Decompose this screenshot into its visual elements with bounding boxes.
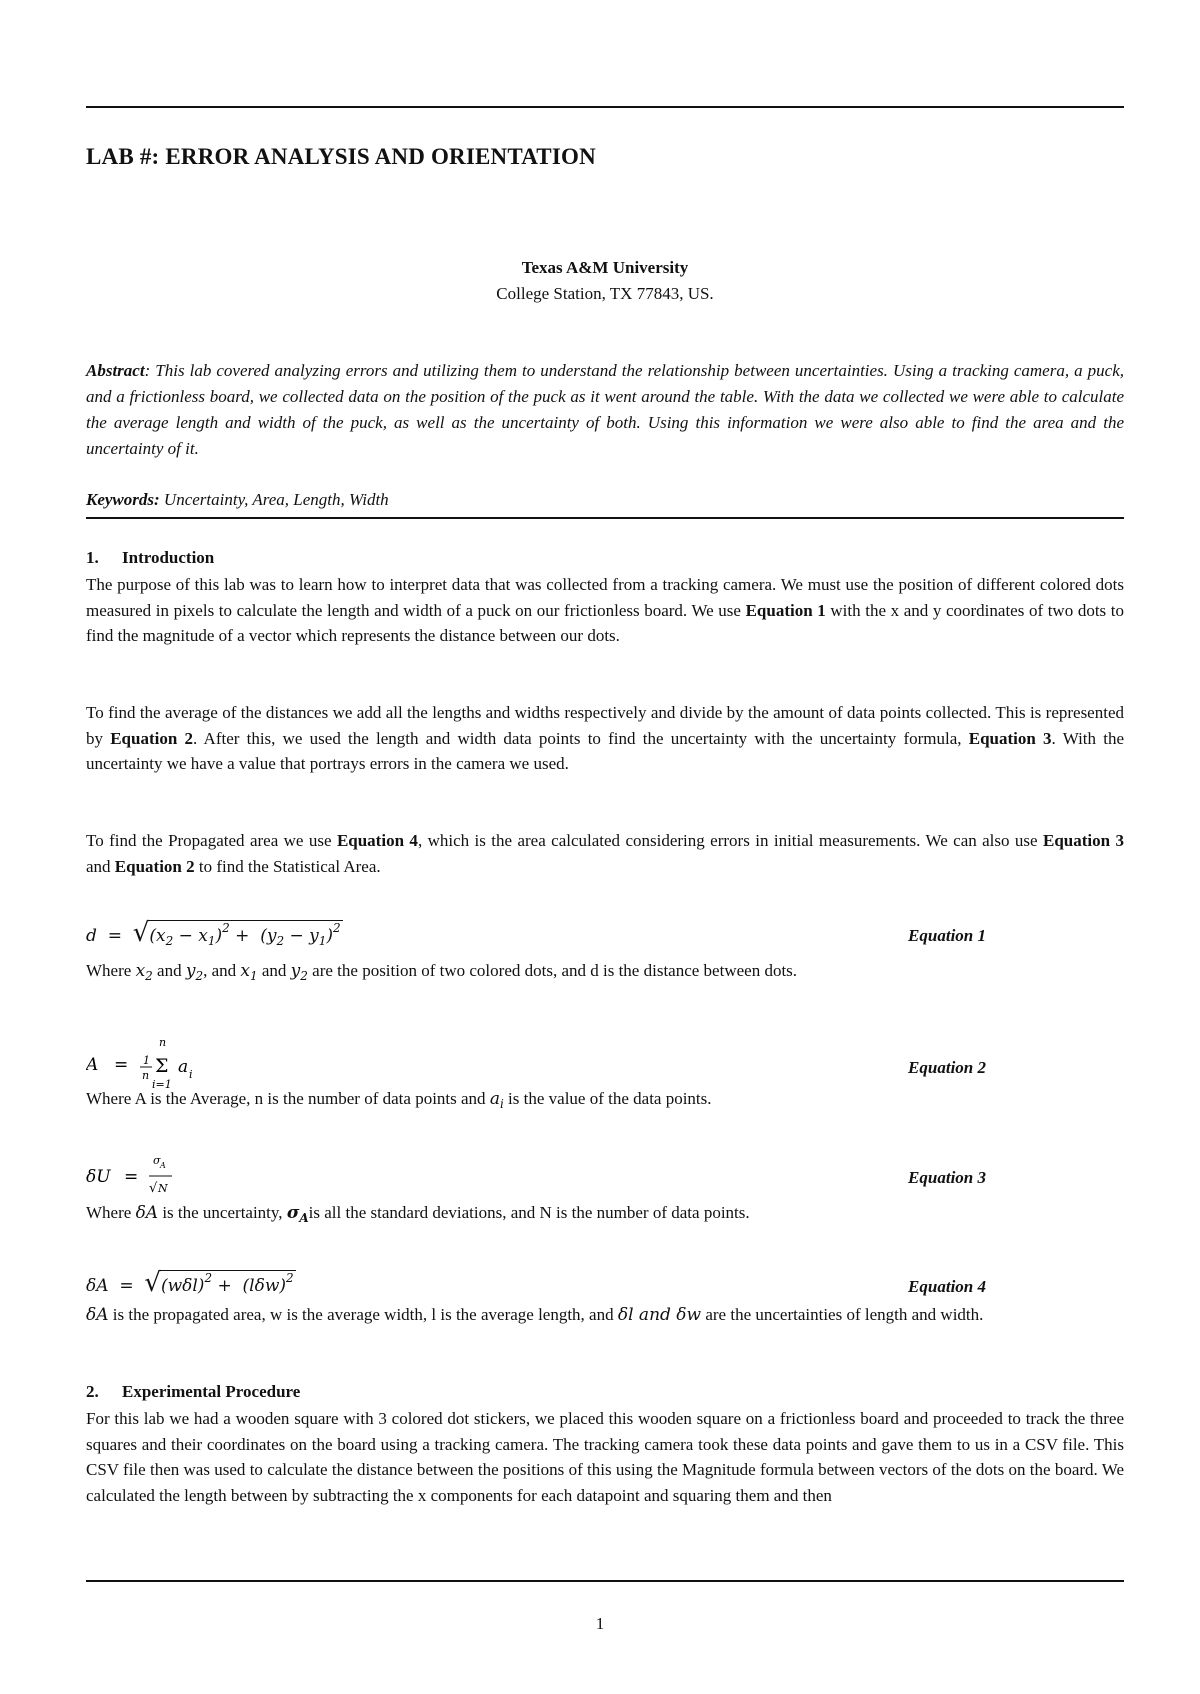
svg-text:=: = (114, 1055, 129, 1075)
abstract (86, 358, 1124, 462)
intro-paragraph-3: To find the Propagated area we use Equation 4, which is the area calculated considering errors in initial measurements. We can also use Equation 3 and Equation 2 to find the Statistical Area. (86, 831, 1124, 876)
svg-text:i=1: i=1 (152, 1078, 172, 1091)
equation-2-label: Equation 2 (908, 1058, 986, 1077)
svg-text:i: i (189, 1068, 193, 1081)
abstract-label: Abstract (86, 361, 145, 380)
section-1-title: Introduction (122, 548, 215, 567)
equation-3 (86, 1144, 986, 1204)
svg-text:Σ: Σ (155, 1055, 169, 1077)
equation-2 (86, 1024, 986, 1094)
intro-paragraph-2: To find the average of the distances we add all the lengths and widths respectively and divide by the amount of data points collected. This is represented by Equation 2. After this, we used the length and width data points to find the uncertainty with the uncertainty formula, Equation 3. With the uncertainty we have a value that portrays errors in the camera we used. (86, 703, 1124, 773)
affiliation-address: College Station, TX 77843, US. (496, 284, 714, 303)
svg-text:A: A (160, 1161, 166, 1170)
keywords-label: Keywords: (86, 490, 160, 509)
bottom-rule (86, 1580, 1124, 1582)
intro-paragraph-1: The purpose of this lab was to learn how to interpret data that was collected from a tracking camera. We must use the position of different colored dots measured in pixels to calculate the length and width of a puck on our frictionless board. We use Equation 1 with the x and y coordinates of two dots to find the magnitude of a vector which represents the distance between our dots. (86, 575, 1124, 645)
section-2-title: Experimental Procedure (122, 1382, 301, 1401)
svg-text:n: n (159, 1036, 167, 1049)
equation-3-formula (86, 1144, 286, 1204)
svg-text:a: a (178, 1057, 189, 1077)
svg-text:√: √ (149, 1181, 158, 1196)
equation-1-label: Equation 1 (908, 926, 986, 945)
equation-1-description: Where $x_2$ and $y_2$, and $x_1$ and $y_2$ are the position of two colored dots, and d is the distance between dots. (86, 961, 798, 983)
page-number: 1 (595, 1614, 605, 1633)
abstract-text: : This lab covered analyzing errors and utilizing them to understand the relationship between uncertainties. Using a tracking camera, a puck, and a frictionless board, we collected data on the position of the puck as it went around the table. With the data we collected we were able to calculate the average length and width of the puck, as well as the uncertainty of both. Using this information we were also able to find the area and the uncertainty of it. (86, 361, 1124, 458)
paper-title: LAB #: ERROR ANALYSIS AND ORIENTATION (86, 144, 596, 169)
equation-2-formula (86, 1024, 286, 1094)
equation-4-formula: $\delta A = √(w\delta l)^2 + (l\delta w)^2$ (86, 1268, 294, 1298)
equation-4-label: Equation 4 (908, 1277, 986, 1296)
keywords (86, 490, 389, 510)
equation-4-description: δA is the propagated area, w is the average width, l is the average length, and δl and δw are the uncertainties of length and width. (86, 1305, 984, 1325)
svg-text:A: A (86, 1055, 99, 1075)
svg-text:1: 1 (143, 1054, 150, 1067)
equation-3-label: Equation 3 (908, 1168, 986, 1187)
equation-1-formula: $d = √(x_2 - x_1)^2 + (y_2 - y_1)^2$ (86, 918, 341, 948)
section-2-number: 2. (86, 1382, 99, 1401)
svg-text:δU: δU (86, 1167, 111, 1187)
section-1-number: 1. (86, 548, 99, 567)
section-2-heading (86, 1382, 300, 1402)
svg-text:σ: σ (153, 1154, 161, 1167)
svg-text:n: n (142, 1069, 150, 1082)
keywords-text: Uncertainty, Area, Length, Width (159, 490, 389, 509)
svg-text:N: N (158, 1182, 168, 1195)
affiliation-name: Texas A&M University (521, 258, 689, 277)
svg-text:=: = (124, 1167, 139, 1187)
equation-3-description: Where δA is the uncertainty, $\sigma_Ais$ all the standard deviations, and N is the number of data points. (86, 1203, 750, 1225)
top-rule (86, 106, 1124, 108)
keywords-rule (86, 517, 1124, 519)
procedure-paragraph-1: For this lab we had a wooden square with 3 colored dot stickers, we placed this wooden square on a frictionless board and proceeded to track the three squares and their coordinates on the board using a tracking camera. The tracking camera took these data points and gave them to us in a CSV file. This CSV file then was used to calculate the distance between the positions of this using the Magnitude formula between vectors of the dots on the board. We calculated the length between by subtracting the x components for each datapoint and squaring them and then (86, 1409, 1124, 1505)
equation-2-description: Where A is the Average, n is the number of data points and $a_i$ is the value of the data points. (86, 1089, 712, 1111)
section-1-heading (86, 548, 214, 568)
